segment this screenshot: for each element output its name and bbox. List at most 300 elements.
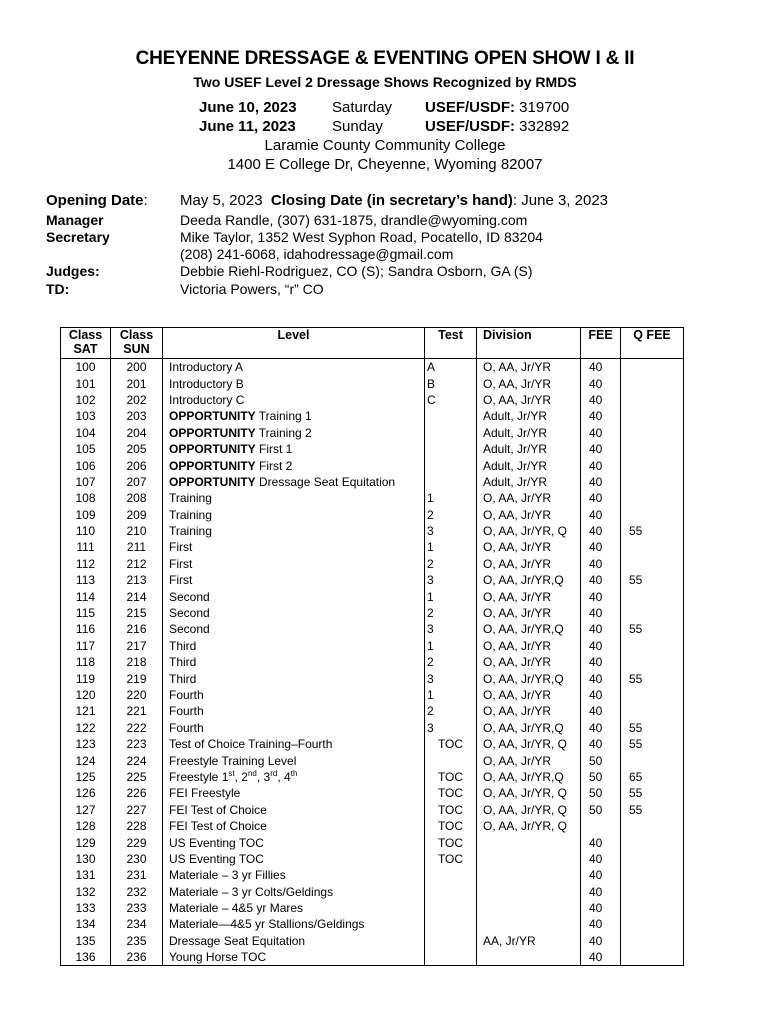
class-sun-cell: 232 xyxy=(111,884,163,900)
fee-cell: 40 xyxy=(581,392,621,408)
division-cell: O, AA, Jr/YR xyxy=(477,556,581,572)
class-sun-cell: 234 xyxy=(111,916,163,932)
level-cell xyxy=(163,884,425,900)
level-cell xyxy=(163,605,425,621)
fee-cell: 40 xyxy=(581,900,621,916)
division-cell: O, AA, Jr/YR,Q xyxy=(477,621,581,637)
qfee-cell xyxy=(621,687,684,703)
fee-cell: 40 xyxy=(581,490,621,506)
division-cell: O, AA, Jr/YR xyxy=(477,490,581,506)
class-sat-cell: 134 xyxy=(61,916,111,932)
col-header-qfee: Q FEE xyxy=(621,328,684,359)
table-row xyxy=(61,769,684,785)
class-sun-cell: 231 xyxy=(111,867,163,883)
division-cell: AA, Jr/YR xyxy=(477,933,581,949)
class-sat-cell: 128 xyxy=(61,818,111,834)
test-cell: B xyxy=(425,375,477,391)
division-cell: Adult, Jr/YR xyxy=(477,425,581,441)
test-cell: TOC xyxy=(425,802,477,818)
table-row xyxy=(61,507,684,523)
show-date-row xyxy=(199,117,569,136)
level-text: Training 1 xyxy=(255,409,312,424)
test-cell: 2 xyxy=(425,556,477,572)
class-sun-cell: 209 xyxy=(111,507,163,523)
class-sun-cell: 207 xyxy=(111,474,163,490)
fee-cell: 40 xyxy=(581,949,621,966)
col-header-test: Test xyxy=(425,328,477,359)
class-sat-cell: 123 xyxy=(61,736,111,752)
division-cell: O, AA, Jr/YR xyxy=(477,703,581,719)
qfee-cell xyxy=(621,949,684,966)
fee-cell: 40 xyxy=(581,425,621,441)
level-cell xyxy=(163,523,425,539)
division-cell xyxy=(477,884,581,900)
fee-cell xyxy=(581,818,621,834)
table-body xyxy=(61,359,684,966)
table-row xyxy=(61,916,684,932)
show-date: June 10, 2023 xyxy=(199,99,297,116)
class-sun-cell: 205 xyxy=(111,441,163,457)
level-cell xyxy=(163,703,425,719)
level-cell xyxy=(163,457,425,473)
class-sun-cell: 224 xyxy=(111,752,163,768)
level-text: FEI Test of Choice xyxy=(169,819,267,834)
level-cell xyxy=(163,720,425,736)
opening-date-label: Opening Date xyxy=(46,192,144,209)
test-cell: 1 xyxy=(425,588,477,604)
class-sat-cell: 122 xyxy=(61,720,111,736)
table-row xyxy=(61,818,684,834)
division-cell: O, AA, Jr/YR xyxy=(477,507,581,523)
qfee-cell: 55 xyxy=(621,670,684,686)
fee-cell: 40 xyxy=(581,687,621,703)
table-row xyxy=(61,572,684,588)
level-text: FEI Freestyle xyxy=(169,786,241,801)
division-cell xyxy=(477,949,581,966)
fee-cell: 40 xyxy=(581,884,621,900)
class-sun-cell: 227 xyxy=(111,802,163,818)
class-sun-cell: 212 xyxy=(111,556,163,572)
opportunity-prefix: OPPORTUNITY xyxy=(169,458,256,473)
class-sat-cell: 102 xyxy=(61,392,111,408)
class-table xyxy=(60,327,684,966)
test-cell: TOC xyxy=(425,769,477,785)
fee-cell: 40 xyxy=(581,834,621,850)
division-cell: O, AA, Jr/YR xyxy=(477,605,581,621)
fee-cell: 40 xyxy=(581,474,621,490)
level-cell xyxy=(163,916,425,932)
test-cell: C xyxy=(425,392,477,408)
level-text: Materiale – 4&5 yr Mares xyxy=(169,901,304,916)
fee-cell: 40 xyxy=(581,867,621,883)
division-cell: Adult, Jr/YR xyxy=(477,408,581,424)
class-sun-cell: 235 xyxy=(111,933,163,949)
level-cell xyxy=(163,654,425,670)
test-cell xyxy=(425,867,477,883)
show-date: June 11, 2023 xyxy=(199,118,296,135)
judges-value: Debbie Riehl-Rodriguez, CO (S); Sandra Osborn, GA (S) xyxy=(180,263,533,279)
table-row xyxy=(61,425,684,441)
test-cell: TOC xyxy=(425,785,477,801)
col-header-division: Division xyxy=(477,328,581,359)
qfee-cell xyxy=(621,818,684,834)
level-cell xyxy=(163,752,425,768)
class-sat-cell: 105 xyxy=(61,441,111,457)
table-row xyxy=(61,490,684,506)
class-sat-cell: 129 xyxy=(61,834,111,850)
class-sun-cell: 222 xyxy=(111,720,163,736)
table-row xyxy=(61,834,684,850)
division-cell xyxy=(477,867,581,883)
class-sat-cell: 113 xyxy=(61,572,111,588)
table-row xyxy=(61,408,684,424)
col-header-level: Level xyxy=(163,328,425,359)
division-cell: O, AA, Jr/YR xyxy=(477,359,581,376)
class-sat-cell: 111 xyxy=(61,539,111,555)
fee-cell: 50 xyxy=(581,785,621,801)
venue-address: 1400 E College Dr, Cheyenne, Wyoming 82007 xyxy=(227,156,543,173)
division-cell: O, AA, Jr/YR,Q xyxy=(477,670,581,686)
td-value: Victoria Powers, “r” CO xyxy=(180,281,324,297)
qfee-cell xyxy=(621,900,684,916)
class-sun-cell: 228 xyxy=(111,818,163,834)
page-title: CHEYENNE DRESSAGE & EVENTING OPEN SHOW I & II xyxy=(135,48,635,69)
table-row xyxy=(61,375,684,391)
class-sun-cell: 221 xyxy=(111,703,163,719)
level-cell xyxy=(163,670,425,686)
fee-cell: 40 xyxy=(581,703,621,719)
level-text: Young Horse TOC xyxy=(169,950,267,965)
class-sun-cell: 236 xyxy=(111,949,163,966)
test-cell: 1 xyxy=(425,687,477,703)
class-sat-cell: 117 xyxy=(61,638,111,654)
level-cell xyxy=(163,556,425,572)
fee-cell: 40 xyxy=(581,359,621,376)
qfee-cell xyxy=(621,556,684,572)
class-sun-cell: 210 xyxy=(111,523,163,539)
qfee-cell xyxy=(621,507,684,523)
class-sun-cell: 211 xyxy=(111,539,163,555)
table-row xyxy=(61,949,684,966)
level-text: Dressage Seat Equitation xyxy=(255,474,396,489)
class-sat-cell: 104 xyxy=(61,425,111,441)
level-cell xyxy=(163,785,425,801)
class-sat-cell: 127 xyxy=(61,802,111,818)
test-cell: A xyxy=(425,359,477,376)
table-row xyxy=(61,638,684,654)
test-cell: 3 xyxy=(425,670,477,686)
level-text: First 2 xyxy=(255,458,293,473)
table-row xyxy=(61,539,684,555)
level-text: Materiale – 3 yr Fillies xyxy=(169,868,286,883)
test-cell: 3 xyxy=(425,720,477,736)
division-cell: Adult, Jr/YR xyxy=(477,457,581,473)
level-cell xyxy=(163,392,425,408)
table-row xyxy=(61,392,684,408)
fee-cell: 50 xyxy=(581,769,621,785)
opening-date: May 5, 2023 xyxy=(180,192,263,209)
table-row xyxy=(61,851,684,867)
level-text: Dressage Seat Equitation xyxy=(169,933,306,948)
level-text: Materiale—4&5 yr Stallions/Geldings xyxy=(169,917,365,932)
table-row xyxy=(61,736,684,752)
division-cell: O, AA, Jr/YR, Q xyxy=(477,818,581,834)
fee-cell: 40 xyxy=(581,621,621,637)
class-sun-cell: 206 xyxy=(111,457,163,473)
table-row xyxy=(61,802,684,818)
division-cell xyxy=(477,916,581,932)
level-text: Introductory B xyxy=(169,376,244,391)
division-cell: O, AA, Jr/YR xyxy=(477,375,581,391)
test-cell: 3 xyxy=(425,523,477,539)
table-row xyxy=(61,474,684,490)
division-cell: O, AA, Jr/YR, Q xyxy=(477,785,581,801)
table-row xyxy=(61,359,684,376)
class-sun-cell: 213 xyxy=(111,572,163,588)
test-cell xyxy=(425,441,477,457)
level-cell xyxy=(163,621,425,637)
qfee-cell xyxy=(621,703,684,719)
class-sat-cell: 115 xyxy=(61,605,111,621)
show-weekday: Saturday xyxy=(332,99,393,116)
class-sun-cell: 229 xyxy=(111,834,163,850)
class-sun-cell: 220 xyxy=(111,687,163,703)
fee-cell: 40 xyxy=(581,588,621,604)
fee-cell: 40 xyxy=(581,507,621,523)
fee-cell: 40 xyxy=(581,408,621,424)
test-cell xyxy=(425,408,477,424)
division-cell: O, AA, Jr/YR, Q xyxy=(477,802,581,818)
level-text: Third xyxy=(169,671,197,686)
qfee-cell xyxy=(621,474,684,490)
division-cell: O, AA, Jr/YR, Q xyxy=(477,523,581,539)
test-cell: TOC xyxy=(425,834,477,850)
class-sat-cell: 132 xyxy=(61,884,111,900)
qfee-cell: 55 xyxy=(621,736,684,752)
level-text: Training xyxy=(169,524,212,539)
level-text: US Eventing TOC xyxy=(169,835,264,850)
class-sun-cell: 203 xyxy=(111,408,163,424)
col-header-fee: FEE xyxy=(581,328,621,359)
fee-cell: 40 xyxy=(581,539,621,555)
test-cell xyxy=(425,900,477,916)
class-sun-cell: 233 xyxy=(111,900,163,916)
qfee-cell xyxy=(621,588,684,604)
test-cell xyxy=(425,752,477,768)
test-cell: 2 xyxy=(425,507,477,523)
test-cell: 1 xyxy=(425,539,477,555)
level-cell xyxy=(163,572,425,588)
table-row xyxy=(61,441,684,457)
class-sat-cell: 114 xyxy=(61,588,111,604)
division-cell: O, AA, Jr/YR xyxy=(477,588,581,604)
fee-cell: 40 xyxy=(581,638,621,654)
fee-cell: 50 xyxy=(581,752,621,768)
level-cell xyxy=(163,425,425,441)
class-sat-cell: 106 xyxy=(61,457,111,473)
qfee-cell: 55 xyxy=(621,523,684,539)
opportunity-prefix: OPPORTUNITY xyxy=(169,409,256,424)
division-cell: O, AA, Jr/YR,Q xyxy=(477,720,581,736)
qfee-cell xyxy=(621,752,684,768)
opportunity-prefix: OPPORTUNITY xyxy=(169,425,256,440)
class-sat-cell: 131 xyxy=(61,867,111,883)
class-sun-cell: 200 xyxy=(111,359,163,376)
table-row xyxy=(61,900,684,916)
level-cell xyxy=(163,359,425,376)
level-cell xyxy=(163,834,425,850)
table-row xyxy=(61,933,684,949)
test-cell: 1 xyxy=(425,490,477,506)
division-cell: O, AA, Jr/YR xyxy=(477,654,581,670)
test-cell xyxy=(425,457,477,473)
division-cell: O, AA, Jr/YR xyxy=(477,687,581,703)
division-cell: Adult, Jr/YR xyxy=(477,441,581,457)
secretary-label: Secretary xyxy=(46,229,110,245)
division-cell: Adult, Jr/YR xyxy=(477,474,581,490)
class-sat-cell: 101 xyxy=(61,375,111,391)
test-cell: TOC xyxy=(425,736,477,752)
division-cell xyxy=(477,851,581,867)
class-sat-cell: 110 xyxy=(61,523,111,539)
judges-label: Judges: xyxy=(46,263,100,279)
level-text: First 1 xyxy=(255,442,293,457)
level-cell xyxy=(163,588,425,604)
table-row xyxy=(61,785,684,801)
level-cell xyxy=(163,687,425,703)
test-cell: 3 xyxy=(425,572,477,588)
class-sat-cell: 130 xyxy=(61,851,111,867)
level-text: Materiale – 3 yr Colts/Geldings xyxy=(169,884,334,899)
class-sat-cell: 119 xyxy=(61,670,111,686)
class-sat-cell: 108 xyxy=(61,490,111,506)
qfee-cell: 55 xyxy=(621,802,684,818)
test-cell: 2 xyxy=(425,703,477,719)
qfee-cell xyxy=(621,834,684,850)
level-text: Test of Choice Training–Fourth xyxy=(169,737,333,752)
level-text: Introductory A xyxy=(169,360,244,375)
fee-cell: 40 xyxy=(581,441,621,457)
level-cell xyxy=(163,490,425,506)
closing-date: : June 3, 2023 xyxy=(512,192,608,209)
class-sun-cell: 215 xyxy=(111,605,163,621)
fee-cell: 40 xyxy=(581,572,621,588)
manager-label: Manager xyxy=(46,212,104,228)
level-text: Training xyxy=(169,507,212,522)
class-sun-cell: 218 xyxy=(111,654,163,670)
qfee-cell xyxy=(621,408,684,424)
division-cell: O, AA, Jr/YR xyxy=(477,392,581,408)
class-sun-cell: 225 xyxy=(111,769,163,785)
qfee-cell xyxy=(621,851,684,867)
level-text: Third xyxy=(169,638,197,653)
table-row xyxy=(61,588,684,604)
table-row xyxy=(61,867,684,883)
table-row xyxy=(61,523,684,539)
secretary-contact: (208) 241-6068, idahodressage@gmail.com xyxy=(180,246,454,262)
level-cell xyxy=(163,949,425,966)
division-cell: O, AA, Jr/YR xyxy=(477,752,581,768)
level-cell xyxy=(163,507,425,523)
level-cell xyxy=(163,375,425,391)
class-sat-cell: 103 xyxy=(61,408,111,424)
qfee-cell xyxy=(621,867,684,883)
table-row xyxy=(61,556,684,572)
level-cell xyxy=(163,408,425,424)
test-cell xyxy=(425,474,477,490)
test-cell: 1 xyxy=(425,638,477,654)
level-text: Second xyxy=(169,606,210,621)
venue xyxy=(0,136,770,174)
level-cell xyxy=(163,441,425,457)
table-row xyxy=(61,457,684,473)
level-text: Training 2 xyxy=(255,425,312,440)
fee-cell: 40 xyxy=(581,523,621,539)
level-text: Fourth xyxy=(169,704,204,719)
level-text: FEI Test of Choice xyxy=(169,802,267,817)
class-sun-cell: 223 xyxy=(111,736,163,752)
qfee-cell: 55 xyxy=(621,621,684,637)
class-sat-cell: 107 xyxy=(61,474,111,490)
test-cell xyxy=(425,933,477,949)
class-sat-cell: 118 xyxy=(61,654,111,670)
fee-cell: 40 xyxy=(581,457,621,473)
level-cell xyxy=(163,802,425,818)
fee-cell: 40 xyxy=(581,654,621,670)
qfee-cell: 55 xyxy=(621,572,684,588)
class-sun-cell: 219 xyxy=(111,670,163,686)
table-row xyxy=(61,720,684,736)
qfee-cell xyxy=(621,457,684,473)
test-cell: 2 xyxy=(425,654,477,670)
table-row xyxy=(61,884,684,900)
division-cell: O, AA, Jr/YR,Q xyxy=(477,572,581,588)
class-sat-cell: 135 xyxy=(61,933,111,949)
page-subtitle: Two USEF Level 2 Dressage Shows Recognized by RMDS xyxy=(193,74,577,90)
division-cell: O, AA, Jr/YR, Q xyxy=(477,736,581,752)
test-cell: TOC xyxy=(425,851,477,867)
td-label: TD: xyxy=(46,281,70,297)
qfee-cell xyxy=(621,425,684,441)
table-row xyxy=(61,752,684,768)
class-sun-cell: 217 xyxy=(111,638,163,654)
usef-label: USEF/USDF: xyxy=(425,118,515,135)
closing-date-label: Closing Date (in secretary’s hand) xyxy=(270,192,513,209)
level-text: Fourth xyxy=(169,720,204,735)
col-header-class-sun: Class SUN xyxy=(111,328,163,359)
level-text: Freestyle 1st, 2nd, 3rd, 4th xyxy=(169,768,298,784)
class-sat-cell: 133 xyxy=(61,900,111,916)
qfee-cell xyxy=(621,359,684,376)
qfee-cell: 65 xyxy=(621,769,684,785)
qfee-cell xyxy=(621,916,684,932)
venue-name: Laramie County Community College xyxy=(264,137,506,154)
qfee-cell xyxy=(621,392,684,408)
table-row xyxy=(61,687,684,703)
class-sat-cell: 116 xyxy=(61,621,111,637)
show-dates xyxy=(199,98,569,136)
test-cell: 3 xyxy=(425,621,477,637)
level-text: First xyxy=(169,540,193,555)
level-cell xyxy=(163,736,425,752)
class-sun-cell: 208 xyxy=(111,490,163,506)
qfee-cell xyxy=(621,490,684,506)
fee-cell: 40 xyxy=(581,605,621,621)
class-sat-cell: 136 xyxy=(61,949,111,966)
test-cell: 2 xyxy=(425,605,477,621)
level-text: Second xyxy=(169,589,210,604)
class-sat-cell: 120 xyxy=(61,687,111,703)
